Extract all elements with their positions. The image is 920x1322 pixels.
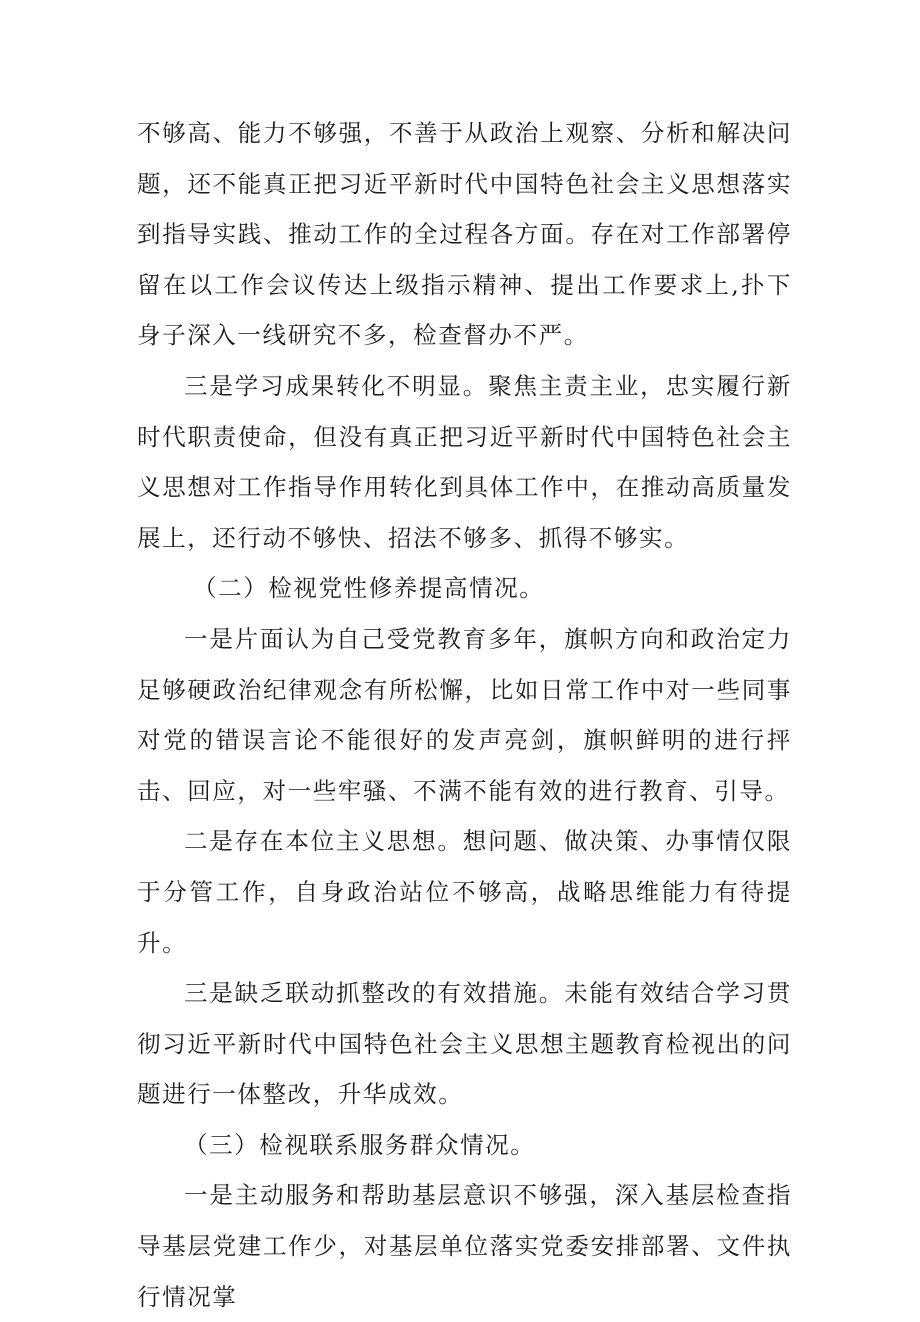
section-heading-serving-masses: （三）检视联系服务群众情况。 xyxy=(184,1130,536,1159)
document-body xyxy=(137,108,792,1322)
paragraph-rectification-measures: 三是缺乏联动抓整改的有效措施。未能有效结合学习贯彻习近平新时代中国特色社会主义思想主题教育检视出的问题进行一体整改，升华成效。 xyxy=(137,979,792,1109)
paragraph-learning-results: 三是学习成果转化不明显。聚焦主责主业，忠实履行新时代职责使命，但没有真正把习近平新时代中国特色社会主义思想对工作指导作用转化到具体工作中，在推动高质量发展上，还行动不够快、招法不够多、抓得不够实。 xyxy=(137,371,792,552)
paragraph-continuation: 不够高、能力不够强，不善于从政治上观察、分析和解决问题，还不能真正把习近平新时代中国特色社会主义思想落实到指导实践、推动工作的全过程各方面。存在对工作部署停留在以工作会议传达上级指示精神、提出工作要求上,扑下身子深入一线研究不多，检查督办不严。 xyxy=(137,119,792,350)
paragraph-grassroots-service: 一是主动服务和帮助基层意识不够强，深入基层检查指导基层党建工作少，对基层单位落实党委安排部署、文件执行情况掌 xyxy=(137,1181,792,1311)
paragraph-political-discipline: 一是片面认为自己受党教育多年，旗帜方向和政治定力足够硬政治纪律观念有所松懈，比如日常工作中对一些同事对党的错误言论不能很好的发声亮剑，旗帜鲜明的进行抨击、回应，对一些牢骚、不满不能有效的进行教育、引导。 xyxy=(137,624,792,805)
section-heading-party-spirit: （二）检视党性修养提高情况。 xyxy=(193,574,545,603)
paragraph-departmentalism: 二是存在本位主义思想。想问题、做决策、办事情仅限于分管工作，自身政治站位不够高，战略思维能力有待提升。 xyxy=(137,827,792,957)
